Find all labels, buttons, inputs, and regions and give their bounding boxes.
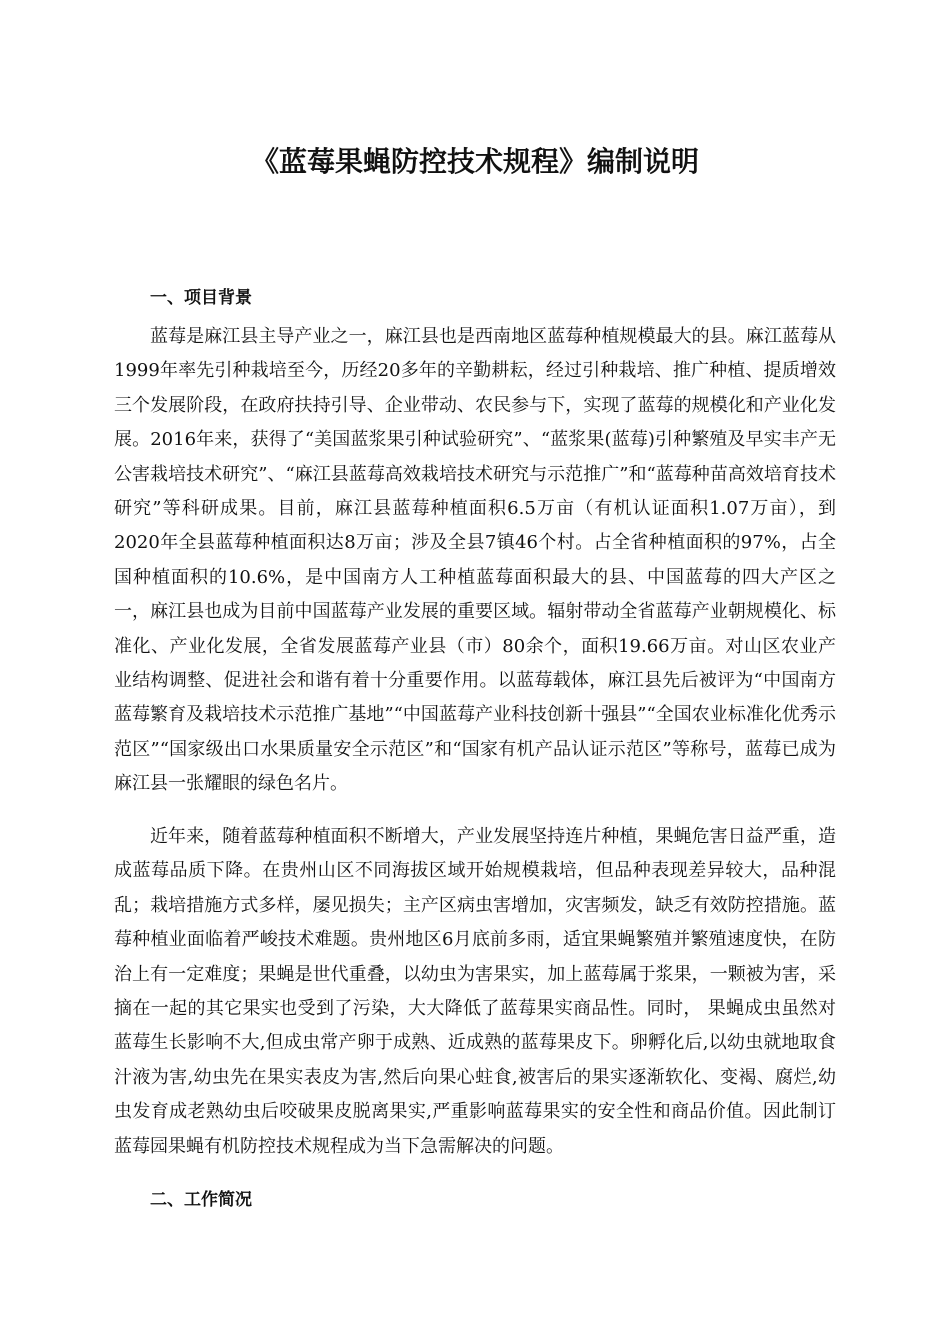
document-title: 《蓝莓果蝇防控技术规程》编制说明 <box>250 145 699 178</box>
section-heading-work-overview: 二、工作简况 <box>150 1190 252 1210</box>
section-heading-background: 一、项目背景 <box>150 288 252 308</box>
body-paragraph: 近年来，随着蓝莓种植面积不断增大，产业发展坚持连片种植，果蝇危害日益严重，造成蓝莓品质下降。在贵州山区不同海拔区域开始规模栽培，但品种表现差异较大，品种混乱；栽培措施方式多样，屡见损失；主产区病虫害增加，灾害频发，缺乏有效防控措施。蓝莓种植业面临着严峻技术难题。贵州地区6月底前多雨，适宜果蝇繁殖并繁殖速度快，在防治上有一定难度；果蝇是世代重叠，以幼虫为害果实，加上蓝莓属于浆果，一颗被为害，采摘在一起的其它果实也受到了污染，大大降低了蓝莓果实商品性。同时， 果蝇成虫虽然对蓝莓生长影响不大,但成虫常产卵于成熟、近成熟的蓝莓果皮下。卵孵化后,以幼虫就地取食汁液为害,幼虫先在果实表皮为害,然后向果心蛀食,被害后的果实逐渐软化、变褐、腐烂,幼虫发育成老熟幼虫后咬破果皮脱离果实,严重影响蓝莓果实的安全性和商品价值。因此制订蓝莓园果蝇有机防控技术规程成为当下急需解决的问题。 <box>114 826 836 1157</box>
body-paragraph: 蓝莓是麻江县主导产业之一，麻江县也是西南地区蓝莓种植规模最大的县。麻江蓝莓从1999年率先引种栽培至今，历经20多年的辛勤耕耘，经过引种栽培、推广种植、提质增效三个发展阶段，在政府扶持引导、企业带动、农民参与下，实现了蓝莓的规模化和产业化发展。2016年来，获得了“美国蓝浆果引种试验研究”、“蓝浆果(蓝莓)引种繁殖及早实丰产无公害栽培技术研究”、“麻江县蓝莓高效栽培技术研究与示范推广”和“蓝莓种苗高效培育技术研究”等科研成果。目前，麻江县蓝莓种植面积6.5万亩（有机认证面积1.07万亩），到2020年全县蓝莓种植面积达8万亩；涉及全县7镇46个村。占全省种植面积的97%，占全国种植面积的10.6%，是中国南方人工种植蓝莓面积最大的县、中国蓝莓的四大产区之一，麻江县也成为目前中国蓝莓产业发展的重要区域。辐射带动全省蓝莓产业朝规模化、标准化、产业化发展，全省发展蓝莓产业县（市）80余个，面积19.66万亩。对山区农业产业结构调整、促进社会和谐有着十分重要作用。以蓝莓载体，麻江县先后被评为“中国南方蓝莓繁育及栽培技术示范推广基地”“中国蓝莓产业科技创新十强县”“全国农业标准化优秀示范区”“国家级出口水果质量安全示范区”和“国家有机产品认证示范区”等称号，蓝莓已成为麻江县一张耀眼的绿色名片。 <box>114 326 836 795</box>
